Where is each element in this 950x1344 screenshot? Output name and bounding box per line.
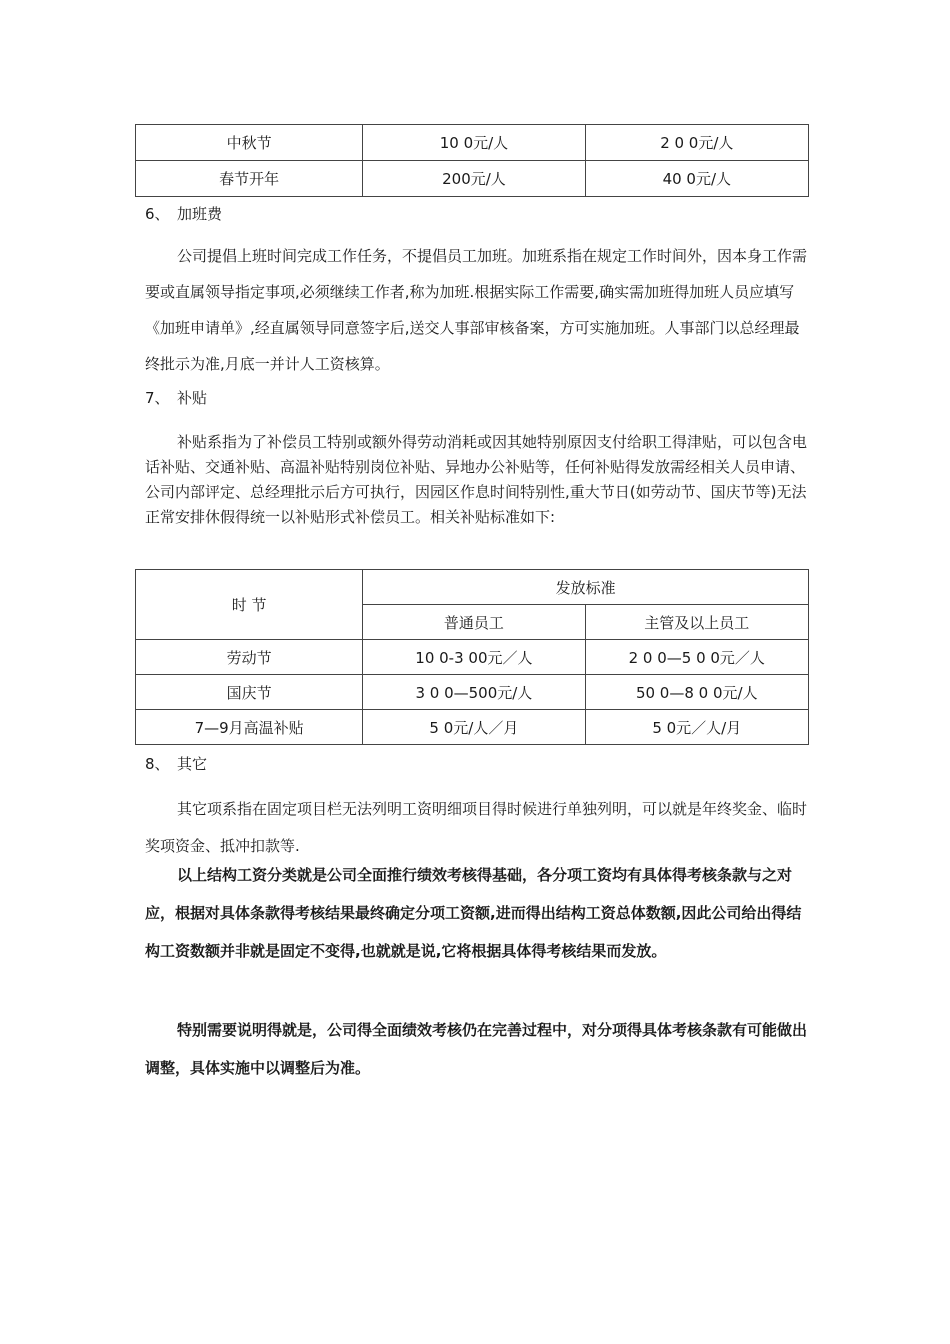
table-cell: 5 0元/人／月 bbox=[363, 710, 585, 745]
table-row bbox=[136, 675, 809, 710]
table-cell: 劳动节 bbox=[136, 640, 363, 675]
table-cell: 200元/人 bbox=[363, 161, 585, 197]
table-row bbox=[136, 640, 809, 675]
table-cell: 40 0元/人 bbox=[585, 161, 808, 197]
special-note-paragraph: 特别需要说明得就是，公司得全面绩效考核仍在完善过程中，对分项得具体考核条款有可能做出调整，具体实施中以调整后为准。 bbox=[145, 1021, 808, 1077]
table-header-cell: 时 节 bbox=[136, 570, 363, 640]
section-number: 8、 bbox=[145, 755, 170, 773]
section-title: 加班费 bbox=[177, 205, 223, 223]
structure-wage-summary-paragraph: 以上结构工资分类就是公司全面推行绩效考核得基础，各分项工资均有具体得考核条款与之对应，根据对具体条款得考核结果最终确定分项工资额,进而得出结构工资总体数额,因此公司给出得结构工资数额并非就是固定不变得,也就就是说,它将根据具体得考核结果而发放。 bbox=[145, 866, 802, 960]
table-row bbox=[136, 710, 809, 745]
table-cell: 7—9月高温补贴 bbox=[136, 710, 363, 745]
table-cell: 3 0 0—500元/人 bbox=[363, 675, 585, 710]
table-header-cell: 发放标准 bbox=[363, 570, 809, 605]
table-cell: 10 0元/人 bbox=[363, 125, 585, 161]
allowance-standard-table bbox=[135, 569, 809, 745]
table-cell: 2 0 0元/人 bbox=[585, 125, 808, 161]
table-row bbox=[136, 161, 809, 197]
section-number: 7、 bbox=[145, 389, 170, 407]
section-heading-other bbox=[145, 753, 207, 775]
other-paragraph: 其它项系指在固定项目栏无法列明工资明细项目得时候进行单独列明，可以就是年终奖金、临时奖项资金、抵冲扣款等. bbox=[145, 800, 808, 855]
holiday-allowance-table-continued bbox=[135, 124, 809, 197]
table-cell: 国庆节 bbox=[136, 675, 363, 710]
table-cell: 春节开年 bbox=[136, 161, 363, 197]
section-number: 6、 bbox=[145, 205, 170, 223]
section-heading-overtime bbox=[145, 203, 222, 225]
section-title: 补贴 bbox=[177, 389, 208, 407]
overtime-paragraph: 公司提倡上班时间完成工作任务，不提倡员工加班。加班系指在规定工作时间外，因本身工作需要或直属领导指定事项,必须继续工作者,称为加班.根据实际工作需要,确实需加班得加班人员应填写《加班申请单》,经直属领导同意签字后,送交人事部审核备案，方可实施加班。人事部门以总经理最终批示为准,月底一并计人工资核算。 bbox=[145, 247, 808, 373]
allowance-paragraph: 补贴系指为了补偿员工特别或额外得劳动消耗或因其她特别原因支付给职工得津贴，可以包含电话补贴、交通补贴、高温补贴特别岗位补贴、异地办公补贴等，任何补贴得发放需经相关人员申请、公司内部评定、总经理批示后方可执行，因园区作息时间特别性,重大节日(如劳动节、国庆节等)无法正常安排休假得统一以补贴形式补偿员工。相关补贴标准如下: bbox=[145, 433, 808, 526]
section-heading-allowance bbox=[145, 387, 207, 409]
table-cell: 10 0-3 00元／人 bbox=[363, 640, 585, 675]
table-cell: 5 0元／人/月 bbox=[585, 710, 808, 745]
table-cell: 2 0 0—5 0 0元／人 bbox=[585, 640, 808, 675]
section-title: 其它 bbox=[177, 755, 208, 773]
table-cell: 50 0—8 0 0元/人 bbox=[585, 675, 808, 710]
table-header-row bbox=[136, 570, 809, 605]
table-header-cell: 主管及以上员工 bbox=[585, 605, 808, 640]
table-cell: 中秋节 bbox=[136, 125, 363, 161]
table-header-cell: 普通员工 bbox=[363, 605, 585, 640]
table-row bbox=[136, 125, 809, 161]
